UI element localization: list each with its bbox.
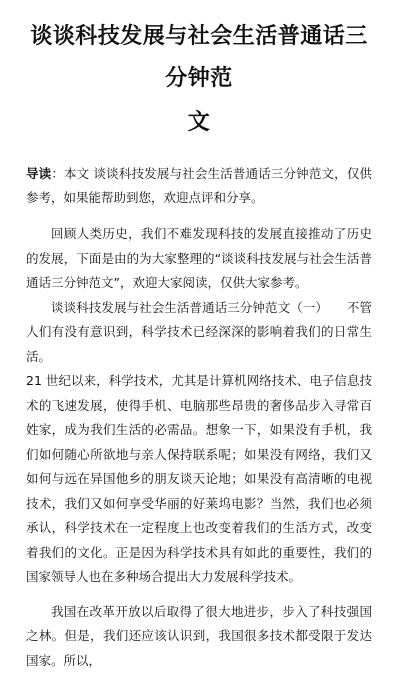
paragraph-intro: 回顾人类历史，我们不难发现科技的发展直接推动了历史的发展，下面是由的为大家整理的“谈谈科技发展与社会生活普通话三分钟范文”，欢迎大家阅读，仅供大家参考。 [26,222,372,296]
paragraph-body: 21 世纪以来，科学技术，尤其是计算机网络技术、电子信息技术的飞速发展，使得手机、电脑那些昂贵的奢侈品步入寻常百姓家，成为我们生活的必需品。想象一下，如果没有手机，我们如何随心所欲地与亲人保持联系呢；如果没有网络，我们又如何与远在异国他乡的朋友谈天论地；如果没有高清晰的电视技术，我们又如何享受华丽的好莱坞电影？当然，我们也必须承认，科学技术在一定程度上也改变着我们的生活方式，改变着我们的文化。正是因为科学技术具有如此的重要性，我们的国家领导人也在多种场合提出大力发展科学技术。 [26,369,372,590]
guide-text: ：本文 谈谈科技发展与社会生活普通话三分钟范文，仅供参考，如果能帮助到您，欢迎点评和分享。 [26,166,372,205]
guide-label: 导读 [26,166,51,181]
title-line-2: 文 [26,102,372,144]
guide-summary [26,162,372,210]
paragraph-continued: 我国在改革开放以后取得了很大地进步，步入了科技强国之林。但是，我们还应该认识到，我国很多技术都受限于发达国家。所以， [26,600,372,673]
title-line-1: 谈谈科技发展与社会生活普通话三分钟范 [26,16,372,100]
paragraph-section-heading: 谈谈科技发展与社会生活普通话三分钟范文（一） 不管人们有没有意识到，科学技术已经深深的影响着我们的日常生活。 [26,296,372,370]
document-title [26,16,372,144]
